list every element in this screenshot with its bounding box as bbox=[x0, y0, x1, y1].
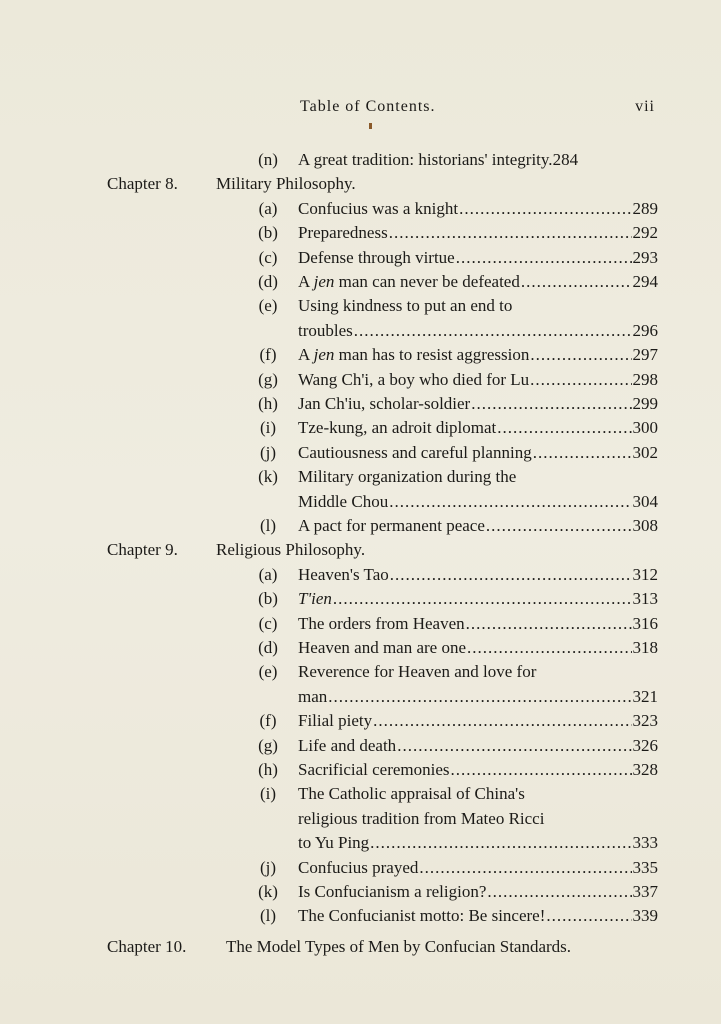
entry-letter: (f) bbox=[259, 345, 277, 365]
toc-entry-leader bbox=[298, 880, 658, 904]
title-prefix: A bbox=[298, 345, 314, 365]
toc-entry bbox=[0, 343, 721, 367]
toc-page-number: 298 bbox=[632, 369, 658, 389]
dot-leader bbox=[419, 856, 631, 880]
chapter-label: Chapter 9. bbox=[107, 540, 178, 560]
toc-entry-title bbox=[298, 709, 372, 733]
toc-entry-title bbox=[298, 904, 545, 928]
toc-entry-title bbox=[298, 343, 529, 367]
entry-letter: (i) bbox=[259, 418, 277, 438]
title-text: Life and death bbox=[298, 735, 397, 755]
title-text: man bbox=[298, 686, 328, 706]
toc-entry bbox=[0, 880, 721, 904]
toc-entry-leader bbox=[298, 246, 658, 270]
toc-entry-title bbox=[298, 416, 496, 440]
toc-page-number: 313 bbox=[632, 589, 658, 609]
toc-page-number: 294 bbox=[632, 272, 658, 291]
title-text: man can never be defeated bbox=[334, 272, 520, 291]
toc-entry-leader bbox=[298, 368, 658, 392]
toc-entry-title bbox=[298, 734, 396, 758]
entry-letter: (l) bbox=[259, 516, 277, 535]
toc-page-number: 335 bbox=[632, 857, 658, 877]
title-text: Sacrificial ceremonies bbox=[298, 760, 450, 779]
toc-entry-leader bbox=[298, 514, 658, 538]
title-prefix: A bbox=[298, 272, 314, 291]
entry-letter: (h) bbox=[258, 394, 278, 413]
entry-letter: (e) bbox=[258, 662, 278, 682]
dot-leader bbox=[328, 685, 631, 709]
title-text: Confucius was a knight bbox=[298, 198, 459, 218]
toc-page-number: 328 bbox=[632, 760, 658, 779]
toc-entry bbox=[0, 246, 721, 270]
dot-leader bbox=[459, 197, 631, 221]
toc-page-number: 321 bbox=[632, 686, 658, 706]
dot-leader bbox=[487, 880, 631, 904]
entry-letter: (c) bbox=[258, 613, 278, 633]
page-header bbox=[0, 98, 721, 120]
toc-entry-leader bbox=[298, 734, 658, 758]
toc-entry-continuation bbox=[0, 490, 721, 514]
dot-leader bbox=[373, 709, 631, 733]
dot-leader bbox=[397, 734, 631, 758]
title-text: to Yu Ping bbox=[298, 833, 370, 853]
toc-entry-title bbox=[298, 587, 332, 611]
title-text: The Confucianist motto: Be sincere! bbox=[298, 906, 546, 926]
toc-entry-continuation bbox=[0, 807, 721, 831]
chapter-title: Military Philosophy. bbox=[216, 174, 356, 194]
toc-entry-title bbox=[298, 490, 388, 514]
chapter-heading bbox=[0, 538, 721, 562]
toc-entry-title bbox=[298, 270, 520, 294]
toc-entry-continuation bbox=[0, 319, 721, 343]
toc-page-number: 312 bbox=[632, 564, 658, 584]
title-text: Jan Ch'iu, scholar-soldier bbox=[298, 394, 471, 413]
toc-entry-leader bbox=[298, 392, 658, 416]
toc-entry-title bbox=[298, 856, 418, 880]
title-text: man has to resist aggression bbox=[334, 345, 530, 365]
toc-entry-title bbox=[298, 368, 529, 392]
toc-entry-title bbox=[298, 392, 470, 416]
toc-entry-continuation bbox=[0, 685, 721, 709]
dot-leader bbox=[389, 221, 632, 245]
toc-entry-leader bbox=[298, 270, 658, 294]
toc-entry bbox=[0, 709, 721, 733]
dot-leader bbox=[467, 636, 631, 660]
toc-entry-leader bbox=[298, 148, 658, 172]
entry-title-line: The Catholic appraisal of China's bbox=[298, 784, 525, 804]
title-italic: T'ien bbox=[298, 589, 332, 609]
entry-letter: (d) bbox=[258, 272, 278, 291]
toc-entry bbox=[0, 441, 721, 465]
toc-page-number: 333 bbox=[632, 833, 658, 853]
chapter-heading bbox=[0, 935, 721, 959]
dot-leader bbox=[354, 319, 632, 343]
toc-page-number: 296 bbox=[632, 320, 658, 340]
toc-page-number: 326 bbox=[632, 735, 658, 755]
toc-entry bbox=[0, 563, 721, 587]
chapter-label: Chapter 10. bbox=[107, 936, 187, 956]
dot-leader bbox=[530, 343, 631, 367]
toc-entry bbox=[0, 636, 721, 660]
toc-entry bbox=[0, 514, 721, 538]
toc-entry bbox=[0, 197, 721, 221]
title-italic: jen bbox=[313, 345, 335, 365]
entry-letter: (h) bbox=[258, 760, 278, 779]
dot-leader bbox=[390, 563, 632, 587]
title-text: Middle Chou bbox=[298, 491, 389, 511]
title-text: Heaven and man are one bbox=[298, 638, 467, 657]
toc-entry-leader bbox=[298, 563, 658, 587]
toc-page-number: 318 bbox=[632, 638, 658, 657]
toc-entry-title bbox=[298, 758, 450, 782]
toc-entry-title bbox=[298, 685, 327, 709]
toc-page-number: 337 bbox=[632, 882, 658, 901]
entry-letter: (i) bbox=[259, 784, 277, 804]
toc-entry-continuation bbox=[0, 831, 721, 855]
toc-entry-title bbox=[298, 148, 553, 172]
toc-page-number: 308 bbox=[632, 516, 658, 535]
entry-letter: (b) bbox=[258, 223, 278, 243]
title-text: Heaven's Tao bbox=[298, 564, 389, 584]
entry-letter: (k) bbox=[258, 467, 278, 487]
toc-page-number: 339 bbox=[632, 906, 658, 926]
dot-leader bbox=[370, 831, 631, 855]
dot-leader bbox=[546, 904, 631, 928]
dot-leader bbox=[456, 246, 632, 270]
toc-page-number: 302 bbox=[632, 442, 658, 462]
toc-entry bbox=[0, 758, 721, 782]
toc-entry-title bbox=[298, 831, 369, 855]
title-text: troubles bbox=[298, 320, 353, 340]
toc-entry bbox=[0, 221, 721, 245]
toc-entry-title bbox=[298, 514, 485, 538]
toc-entry-leader bbox=[298, 587, 658, 611]
toc-entry-title bbox=[298, 197, 458, 221]
chapter-title: Religious Philosophy. bbox=[216, 540, 366, 560]
title-text: The orders from Heaven bbox=[298, 613, 465, 633]
toc-entry-title bbox=[298, 636, 466, 660]
toc-entry bbox=[0, 856, 721, 880]
entry-letter: (a) bbox=[258, 564, 278, 584]
toc-entry-leader bbox=[298, 685, 658, 709]
toc-page-number: 284 bbox=[552, 150, 579, 169]
toc-entry-title bbox=[298, 221, 388, 245]
dot-leader bbox=[389, 490, 631, 514]
dot-leader bbox=[533, 441, 632, 465]
dot-leader bbox=[451, 758, 632, 782]
toc-entry bbox=[0, 148, 721, 172]
dot-leader bbox=[333, 587, 632, 611]
toc-entry-leader bbox=[298, 904, 658, 928]
toc-entry-leader bbox=[298, 197, 658, 221]
ink-mark bbox=[369, 123, 372, 129]
dot-leader bbox=[466, 612, 632, 636]
toc-entry-title bbox=[298, 246, 455, 270]
title-text: A great tradition: historians' integrity. bbox=[298, 150, 553, 169]
title-text: Filial piety bbox=[298, 711, 373, 731]
toc-entry-leader bbox=[298, 636, 658, 660]
entry-letter: (b) bbox=[258, 589, 278, 609]
toc-entry bbox=[0, 368, 721, 392]
toc-entry-leader bbox=[298, 856, 658, 880]
title-text: Is Confucianism a religion? bbox=[298, 882, 487, 901]
title-text: Wang Ch'i, a boy who died for Lu bbox=[298, 369, 530, 389]
entry-letter: (e) bbox=[258, 296, 278, 316]
toc-entry-leader bbox=[298, 709, 658, 733]
toc-entry bbox=[0, 782, 721, 806]
chapter-label: Chapter 8. bbox=[107, 174, 178, 194]
entry-title-line: religious tradition from Mateo Ricci bbox=[298, 808, 545, 828]
dot-leader bbox=[497, 416, 631, 440]
toc-entry bbox=[0, 660, 721, 684]
page-number: vii bbox=[635, 98, 655, 115]
entry-letter: (d) bbox=[258, 638, 278, 657]
title-text: A pact for permanent peace bbox=[298, 516, 485, 535]
toc-page-number: 323 bbox=[632, 711, 658, 731]
toc-entry-title bbox=[298, 319, 353, 343]
toc-entry-title bbox=[298, 563, 389, 587]
title-text: Preparedness bbox=[298, 223, 388, 243]
toc-page-number: 299 bbox=[632, 394, 658, 413]
toc-entry-leader bbox=[298, 612, 658, 636]
toc-page-number: 292 bbox=[632, 223, 658, 243]
title-text: Cautiousness and careful planning bbox=[298, 442, 532, 462]
toc-entry-title bbox=[298, 880, 486, 904]
toc-entry bbox=[0, 904, 721, 928]
dot-leader bbox=[486, 514, 632, 538]
entry-letter: (c) bbox=[258, 247, 278, 267]
entry-title-line: Military organization during the bbox=[298, 467, 517, 487]
toc-entry-title bbox=[298, 441, 532, 465]
toc-page-number: 304 bbox=[632, 491, 658, 511]
entry-letter: (g) bbox=[258, 735, 278, 755]
toc-entry bbox=[0, 270, 721, 294]
toc-entry bbox=[0, 734, 721, 758]
title-italic: jen bbox=[313, 272, 335, 291]
toc-entry-leader bbox=[298, 343, 658, 367]
entry-letter: (l) bbox=[259, 906, 277, 926]
toc-page-number: 297 bbox=[632, 345, 658, 365]
toc-entry-leader bbox=[298, 831, 658, 855]
toc-entry bbox=[0, 392, 721, 416]
entry-letter: (k) bbox=[258, 882, 278, 901]
toc-page-number: 289 bbox=[632, 198, 658, 218]
running-title: Table of Contents. bbox=[300, 98, 436, 115]
toc-entry-title bbox=[298, 612, 465, 636]
entry-letter: (j) bbox=[259, 442, 277, 462]
toc-entry-leader bbox=[298, 319, 658, 343]
toc-page-number: 293 bbox=[632, 247, 658, 267]
title-text: Tze-kung, an adroit diplomat bbox=[298, 418, 497, 438]
toc-entry-leader bbox=[298, 416, 658, 440]
entry-letter: (j) bbox=[259, 857, 277, 877]
dot-leader bbox=[530, 368, 631, 392]
toc-entry-leader bbox=[298, 221, 658, 245]
dot-leader bbox=[471, 392, 631, 416]
toc-entry bbox=[0, 587, 721, 611]
entry-letter: (f) bbox=[259, 711, 277, 731]
toc-entry bbox=[0, 465, 721, 489]
title-text: Defense through virtue bbox=[298, 247, 455, 267]
toc-entry-leader bbox=[298, 758, 658, 782]
toc-page-number: 300 bbox=[632, 418, 658, 438]
entry-title-line: Reverence for Heaven and love for bbox=[298, 662, 537, 682]
entry-letter: (g) bbox=[258, 369, 278, 389]
toc-entry bbox=[0, 416, 721, 440]
entry-title-line: Using kindness to put an end to bbox=[298, 296, 513, 316]
dot-leader bbox=[521, 270, 632, 294]
entry-letter: (n) bbox=[258, 150, 278, 169]
entry-letter: (a) bbox=[258, 198, 278, 218]
toc-page-number: 316 bbox=[632, 613, 658, 633]
toc-entry bbox=[0, 612, 721, 636]
title-text: Confucius prayed bbox=[298, 857, 419, 877]
toc-entry bbox=[0, 294, 721, 318]
toc-entry-leader bbox=[298, 490, 658, 514]
toc-entry-leader bbox=[298, 441, 658, 465]
chapter-title: The Model Types of Men by Confucian Standards. bbox=[226, 936, 572, 956]
chapter-heading bbox=[0, 172, 721, 196]
